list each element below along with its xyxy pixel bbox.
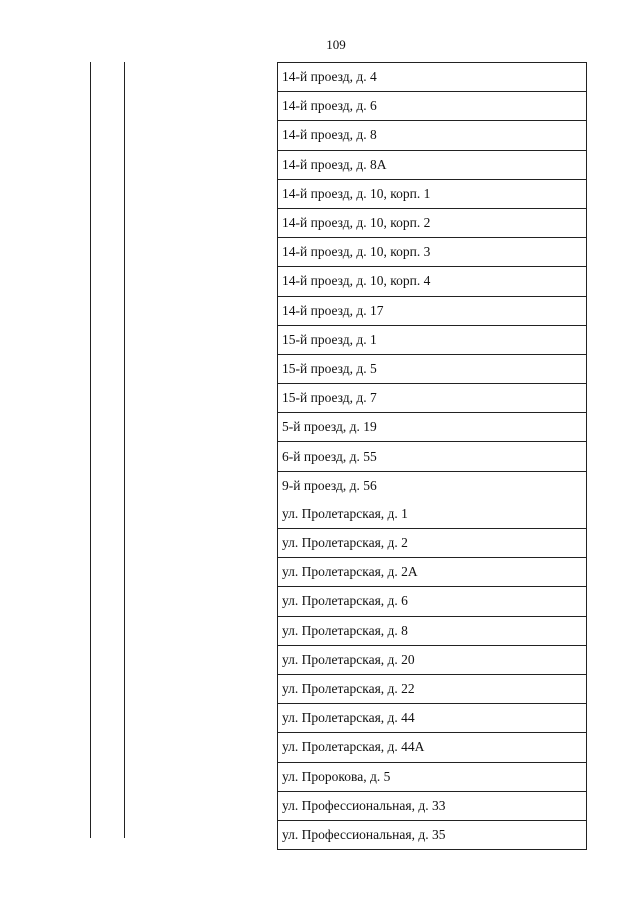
table-row [278, 354, 587, 383]
address-cell: ул. Профессиональная, д. 33 [278, 791, 587, 820]
address-cell: 14-й проезд, д. 8 [278, 121, 587, 150]
address-cell: 15-й проезд, д. 7 [278, 384, 587, 413]
address-cell: 14-й проезд, д. 17 [278, 296, 587, 325]
table-row [278, 704, 587, 733]
address-cell: 15-й проезд, д. 1 [278, 325, 587, 354]
address-cell: ул. Пророкова, д. 5 [278, 762, 587, 791]
table-row [278, 296, 587, 325]
address-cell: 14-й проезд, д. 10, корп. 2 [278, 208, 587, 237]
address-cell: ул. Пролетарская, д. 44А [278, 733, 587, 762]
column-divider-middle [124, 62, 125, 838]
table-row [278, 121, 587, 150]
address-cell: ул. Пролетарская, д. 8 [278, 616, 587, 645]
table-row [278, 645, 587, 674]
address-cell: 5-й проезд, д. 19 [278, 413, 587, 442]
address-cell: ул. Пролетарская, д. 2А [278, 558, 587, 587]
address-cell: ул. Пролетарская, д. 6 [278, 587, 587, 616]
address-table [277, 62, 587, 850]
address-cell: ул. Профессиональная, д. 35 [278, 820, 587, 849]
table-row [278, 208, 587, 237]
table-row [278, 762, 587, 791]
address-cell: ул. Пролетарская, д. 44 [278, 704, 587, 733]
address-cell: 14-й проезд, д. 10, корп. 3 [278, 238, 587, 267]
table-row [278, 325, 587, 354]
address-cell: ул. Пролетарская, д. 20 [278, 645, 587, 674]
address-cell: 14-й проезд, д. 10, корп. 4 [278, 267, 587, 296]
address-cell: 14-й проезд, д. 4 [278, 63, 587, 92]
table-row [278, 820, 587, 849]
address-cell: ул. Пролетарская, д. 22 [278, 674, 587, 703]
address-cell: 14-й проезд, д. 10, корп. 1 [278, 179, 587, 208]
address-table-body [278, 63, 587, 850]
address-cell: ул. Пролетарская, д. 2 [278, 529, 587, 558]
page-number: 109 [326, 37, 346, 52]
table-row [278, 413, 587, 442]
table-row [278, 442, 587, 471]
table-row [278, 791, 587, 820]
table-row [278, 674, 587, 703]
table-row [278, 471, 587, 500]
table-row [278, 558, 587, 587]
table-row [278, 179, 587, 208]
address-cell: 14-й проезд, д. 6 [278, 92, 587, 121]
column-divider-left [90, 62, 91, 838]
address-cell: ул. Пролетарская, д. 1 [278, 500, 587, 529]
table-row [278, 384, 587, 413]
table-row [278, 733, 587, 762]
table-row [278, 63, 587, 92]
address-cell: 9-й проезд, д. 56 [278, 471, 587, 500]
address-cell: 15-й проезд, д. 5 [278, 354, 587, 383]
table-row [278, 238, 587, 267]
address-cell: 6-й проезд, д. 55 [278, 442, 587, 471]
address-cell: 14-й проезд, д. 8А [278, 150, 587, 179]
table-row [278, 92, 587, 121]
table-row [278, 616, 587, 645]
table-row [278, 267, 587, 296]
table-row [278, 500, 587, 529]
table-row [278, 587, 587, 616]
table-row [278, 529, 587, 558]
table-row [278, 150, 587, 179]
